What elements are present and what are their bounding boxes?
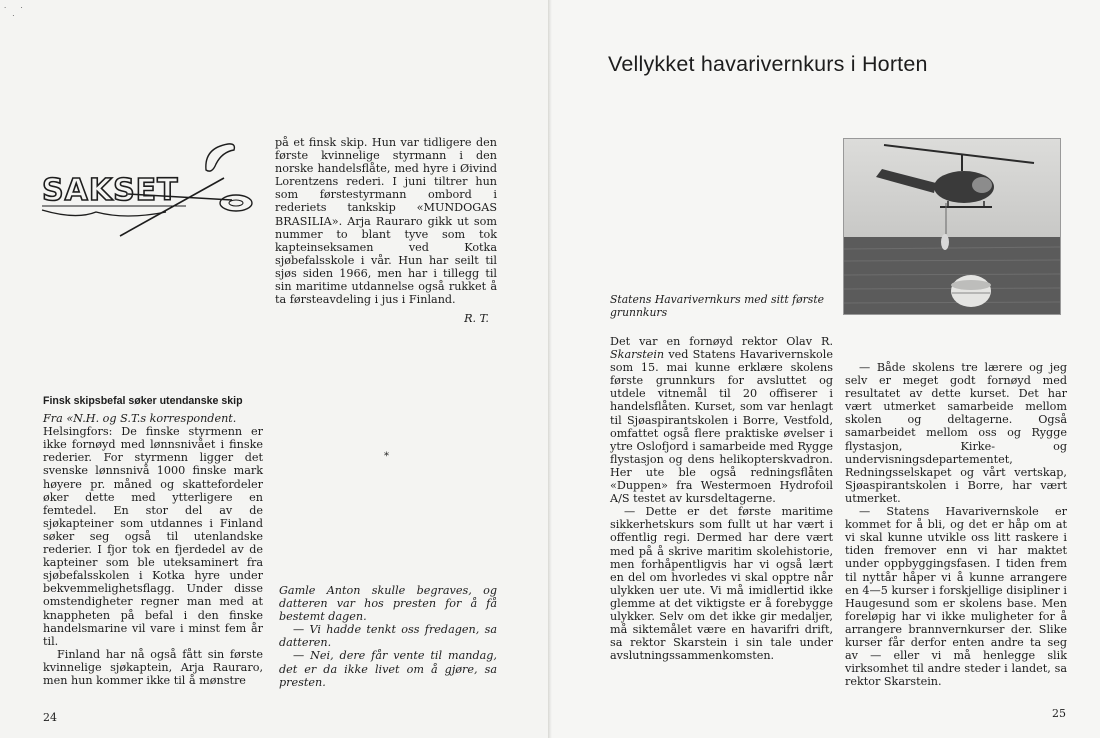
- intro-continuation: ved Statens Havarivernskole som 15. mai kunne erklære skolens første grunnkurs for avsluttet og utdele vitnemål til 20 offiserer i handelsflåten. Kurset, som var henlagt til Sjøaspirantskolen i Borre, Vestfold, omfattet også flere praktiske øvelser i ytre Oslofjord i samarbeide med Rygge flystasjon og dens helikopterskvadron. Her ute ble også redningsflåten «Duppen» fra Westermoen Hydrofoil A/S testet av kursdeltagerne.: [610, 348, 833, 506]
- page-number-right: 25: [1052, 707, 1066, 720]
- rector-name: Skarstein: [610, 348, 665, 362]
- article-title: Vellykket havarivernkurs i Horten: [608, 52, 928, 76]
- page-gutter: [548, 0, 552, 738]
- right-column-a: [610, 335, 833, 662]
- separator-star: *: [384, 451, 389, 462]
- helicopter-rescue-photo: [843, 138, 1061, 315]
- right-column-a-paragraph: [610, 335, 833, 505]
- print-specks: · · ·: [4, 4, 29, 20]
- article-paragraph: Helsingfors: De finske styrmenn er ikke fornøyd med lønnsnivået i finske rederier. For styrmenn ligger det svenske lønnsnivå 1000 finske mark høyere pr. måned og skattefordeler øker dette med ytterligere en femtedel. En stor del av de sjøkapteiner som utdannes i Finland søker seg også til utenlandske rederier. I fjor tok en fjerdedel av de kapteiner som ble uteksaminert fra sjøbefalsskolen i Kotka hyre under bekvemmelighetsflagg. Under disse omstendigheter regner man med at knappheten på befal i den finske handelsmarine vil vare i minst fem år til.: [43, 425, 263, 648]
- right-column-a-paragraph: — Dette er det første maritime sikkerhetskurs som fullt ut har vært i offentlig regi. Dermed har dere vært med på å skrive maritim skolehistorie, men forhåpentligvis har vi også lært en del om hvorledes vi skal opptre når ulykken uer ute. Vi må imidlertid ikke glemme at det viktigste er å forebygge ulykker. Selv om det ikke gir medaljer, må siktemålet være en havarifri drift, sa rektor Skarstein i sin tale under avslutningssammenkomsten.: [610, 505, 833, 663]
- left-article: [43, 395, 263, 687]
- article-byline: Fra «N.H. og S.T.s korrespondent.: [43, 412, 237, 426]
- anecdote-line: — Vi hadde tenkt oss fredagen, sa datteren.: [279, 623, 497, 650]
- anecdote-line: Gamle Anton skulle begraves, og datteren var hos presten for å få bestemt dagen.: [279, 584, 497, 624]
- article-heading: Finsk skipsbefal søker utendanske skip: [43, 395, 243, 407]
- photo-caption: Statens Havarivernkurs med sitt første grunnkurs: [610, 293, 825, 319]
- left-column-a: [275, 136, 497, 325]
- signature: R. T.: [464, 312, 489, 326]
- right-column-b: [845, 361, 1067, 688]
- left-column-a-paragraph: på et finsk skip. Hun var tidligere den første kvinnelige styrmann i den norske handelsflåte, med hyre i Øivind Lorentzens rederi. I juni tiltrer hun som førstestyrmann ombord i rederiets tankskip «MUNDOGAS BRASILIA». Arja Rauraro gikk ut som nummer to blant tyve som tok kapteinseksamen ved Kotka sjøbefalsskole i vår. Hun har seilt til sjøs siden 1966, men har i tillegg til sin maritime utdannelse også rukket å ta førsteavdeling i jus i Finland.: [275, 136, 497, 307]
- article-paragraph: Finland har nå også fått sin første kvinnelige sjøkaptein, Arja Rauraro, men hun kommer ikke til å mønstre: [43, 647, 263, 687]
- sakset-scissors-logo: [36, 140, 260, 240]
- anecdote-line: — Nei, dere får vente til mandag, det er da ikke livet om å gjøre, sa presten.: [279, 649, 497, 689]
- logo-text: SAKSET: [42, 173, 179, 208]
- page-number-left: 24: [43, 711, 57, 724]
- intro-text: Det var en fornøyd rektor Olav R.: [610, 335, 833, 348]
- right-column-b-paragraph: — Statens Havarivernskole er kommet for å bli, og det er håp om at vi skal kunne utvikle oss litt raskere i tiden fremover enn vi har maktet under oppbyggingsfasen. I tiden frem til nyttår håper vi å kunne arrangere en 4—5 kurser i forskjellige disipliner i Haugesund som er skolens base. Men foreløpig har vi ikke muligheter for å arrangere brannvernkurser der. Slike kurser får derfor enten andre ta seg av — eller vi må henlegge slik virksomhet til andre steder i landet, sa rektor Skarstein.: [845, 505, 1067, 689]
- right-column-b-paragraph: — Både skolens tre lærere og jeg selv er meget godt fornøyd med resultatet av dette kurset. Det har vært utmerket samarbeide mellom skolen og deltagerne. Også samarbeidet mellom oss og Rygge flystasjon, Kirke- og undervisningsdepartementet, Redningsselskapet og vårt vertskap, Sjøaspirantskolen i Borre, har vært utmerket.: [845, 361, 1067, 505]
- helicopter-photo-illustration: [844, 139, 1061, 315]
- anecdote: [279, 584, 497, 689]
